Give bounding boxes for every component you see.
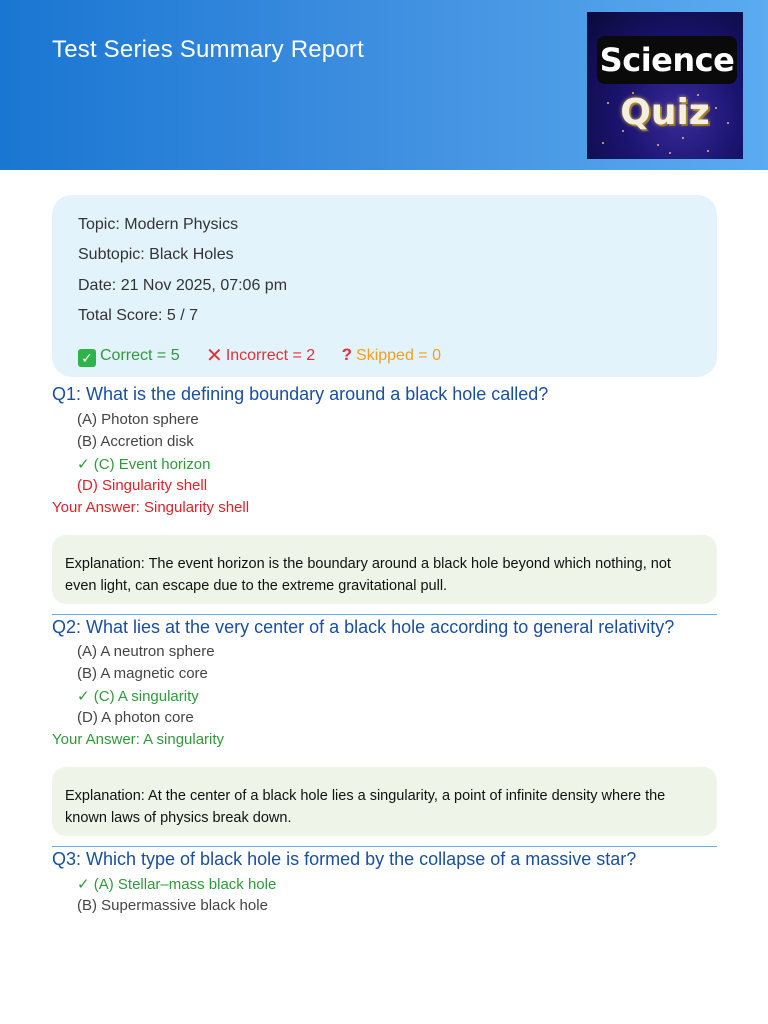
question-2-option-a: (A) A neutron sphere xyxy=(77,643,215,660)
logo-science-text: Science xyxy=(597,36,737,84)
question-3-option-b: (B) Supermassive black hole xyxy=(77,897,268,914)
question-1-your-answer: Your Answer: Singularity shell xyxy=(52,499,250,516)
correct-stat xyxy=(78,347,180,367)
question-divider xyxy=(52,846,717,847)
summary-card xyxy=(52,195,717,377)
question-2-title: Q2: What lies at the very center of a black hole according to general relativity? xyxy=(52,617,675,637)
date-label: Date: 21 Nov 2025, 07:06 pm xyxy=(78,277,288,294)
incorrect-count: Incorrect = 2 xyxy=(225,347,316,364)
question-2-your-answer: Your Answer: A singularity xyxy=(52,731,225,748)
logo-quiz-text: Quiz xyxy=(620,92,710,133)
incorrect-stat xyxy=(206,343,315,368)
question-2-option-d: (D) A photon core xyxy=(77,709,194,726)
topic-label: Topic: Modern Physics xyxy=(78,216,239,233)
question-2-option-c-correct: ✓ (C) A singularity xyxy=(77,688,199,705)
cross-icon: ✕ xyxy=(206,345,223,367)
subtopic-label: Subtopic: Black Holes xyxy=(78,246,234,263)
question-1-option-c-correct: ✓ (C) Event horizon xyxy=(77,456,211,473)
correct-count: Correct = 5 xyxy=(100,347,180,364)
question-3-title: Q3: Which type of black hole is formed by the collapse of a massive star? xyxy=(52,849,637,869)
score-breakdown xyxy=(78,343,463,368)
question-1-option-d-selected: (D) Singularity shell xyxy=(77,477,208,494)
skipped-count: Skipped = 0 xyxy=(356,347,441,364)
question-mark-icon: ? xyxy=(341,345,353,364)
question-1-option-a: (A) Photon sphere xyxy=(77,411,199,428)
report-header xyxy=(0,0,768,170)
question-divider xyxy=(52,614,717,615)
question-2-explanation: Explanation: At the center of a black hole lies a singularity, a point of infinite density where the known laws of physics break down. xyxy=(52,767,717,836)
science-quiz-logo xyxy=(587,12,743,159)
question-3-option-a-correct: ✓ (A) Stellar–mass black hole xyxy=(77,876,277,893)
check-box-icon: ✓ xyxy=(78,349,96,367)
question-1-explanation: Explanation: The event horizon is the boundary around a black hole beyond which nothing, not even light, can escape due to the extreme gravitational pull. xyxy=(52,535,717,604)
question-1-title: Q1: What is the defining boundary around a black hole called? xyxy=(52,384,549,404)
question-1-option-b: (B) Accretion disk xyxy=(77,433,194,450)
skipped-stat xyxy=(342,345,441,365)
report-title: Test Series Summary Report xyxy=(52,36,364,63)
total-score-label: Total Score: 5 / 7 xyxy=(78,307,199,324)
question-2-option-b: (B) A magnetic core xyxy=(77,665,208,682)
